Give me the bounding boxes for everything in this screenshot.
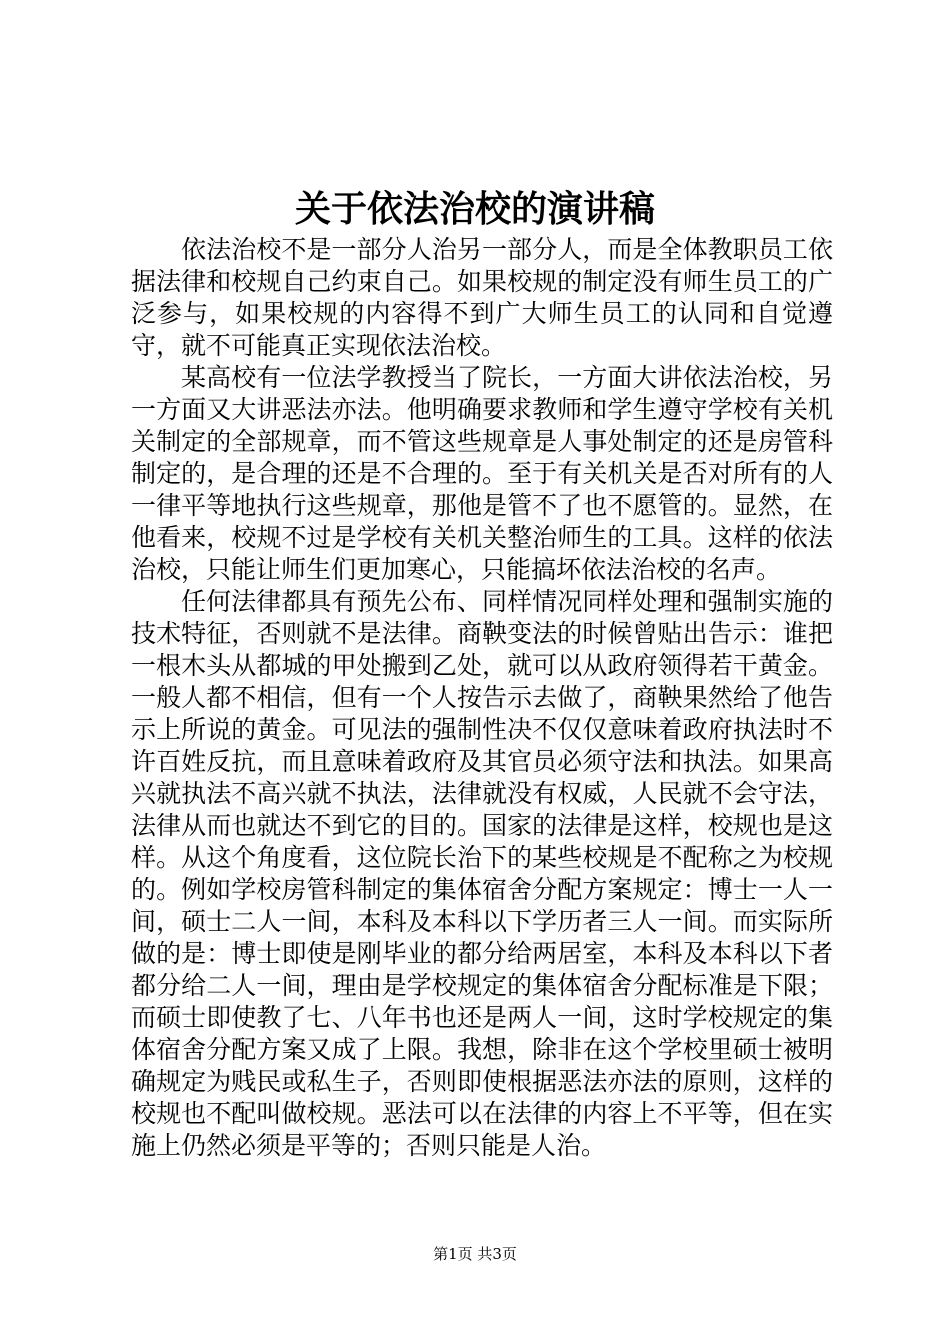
paragraph-3: 任何法律都具有预先公布、同样情况同样处理和强制实施的技术特征，否则就不是法律。商鞅变法的时候曾贴出告示：谁把一根木头从都城的甲处搬到乙处，就可以从政府领得若干黄金。一般人都不相信，但有一个人按告示去做了，商鞅果然给了他告示上所说的黄金。可见法的强制性决不仅仅意味着政府执法时不许百姓反抗，而且意味着政府及其官员必须守法和执法。如果高兴就执法不高兴就不执法，法律就没有权威，人民就不会守法，法律从而也就达不到它的目的。国家的法律是这样，校规也是这样。从这个角度看，这位院长治下的某些校规是不配称之为校规的。例如学校房管科制定的集体宿舍分配方案规定：博士一人一间，硕士二人一间，本科及本科以下学历者三人一间。而实际所做的是：博士即使是刚毕业的都分给两居室，本科及本科以下者都分给二人一间，理由是学校规定的集体宿舍分配标准是下限；而硕士即使教了七、八年书也还是两人一间，这时学校规定的集体宿舍分配方案又成了上限。我想，除非在这个学校里硕士被明确规定为贱民或私生子，否则即使根据恶法亦法的原则，这样的校规也不配叫做校规。恶法可以在法律的内容上不平等，但在实施上仍然必须是平等的；否则只能是人治。 — [131, 587, 833, 1160]
paragraph-2: 某高校有一位法学教授当了院长，一方面大讲依法治校，另一方面又大讲恶法亦法。他明确要求教师和学生遵守学校有关机关制定的全部规章，而不管这些规章是人事处制定的还是房管科制定的，是合理的还是不合理的。至于有关机关是否对所有的人一律平等地执行这些规章，那他是管不了也不愿管的。显然，在他看来，校规不过是学校有关机关整治师生的工具。这样的依法治校，只能让师生们更加寒心，只能搞坏依法治校的名声。 — [131, 363, 833, 584]
document-body — [131, 234, 833, 1162]
page-title: 关于依法治校的演讲稿 — [294, 188, 655, 230]
paragraph-1: 依法治校不是一部分人治另一部分人，而是全体教职员工依据法律和校规自己约束自己。如果校规的制定没有师生员工的广泛参与，如果校规的内容得不到广大师生员工的认同和自觉遵守，就不可能真正实现依法治校。 — [131, 235, 833, 360]
page-number: 第1页 共3页 — [433, 1245, 517, 1263]
